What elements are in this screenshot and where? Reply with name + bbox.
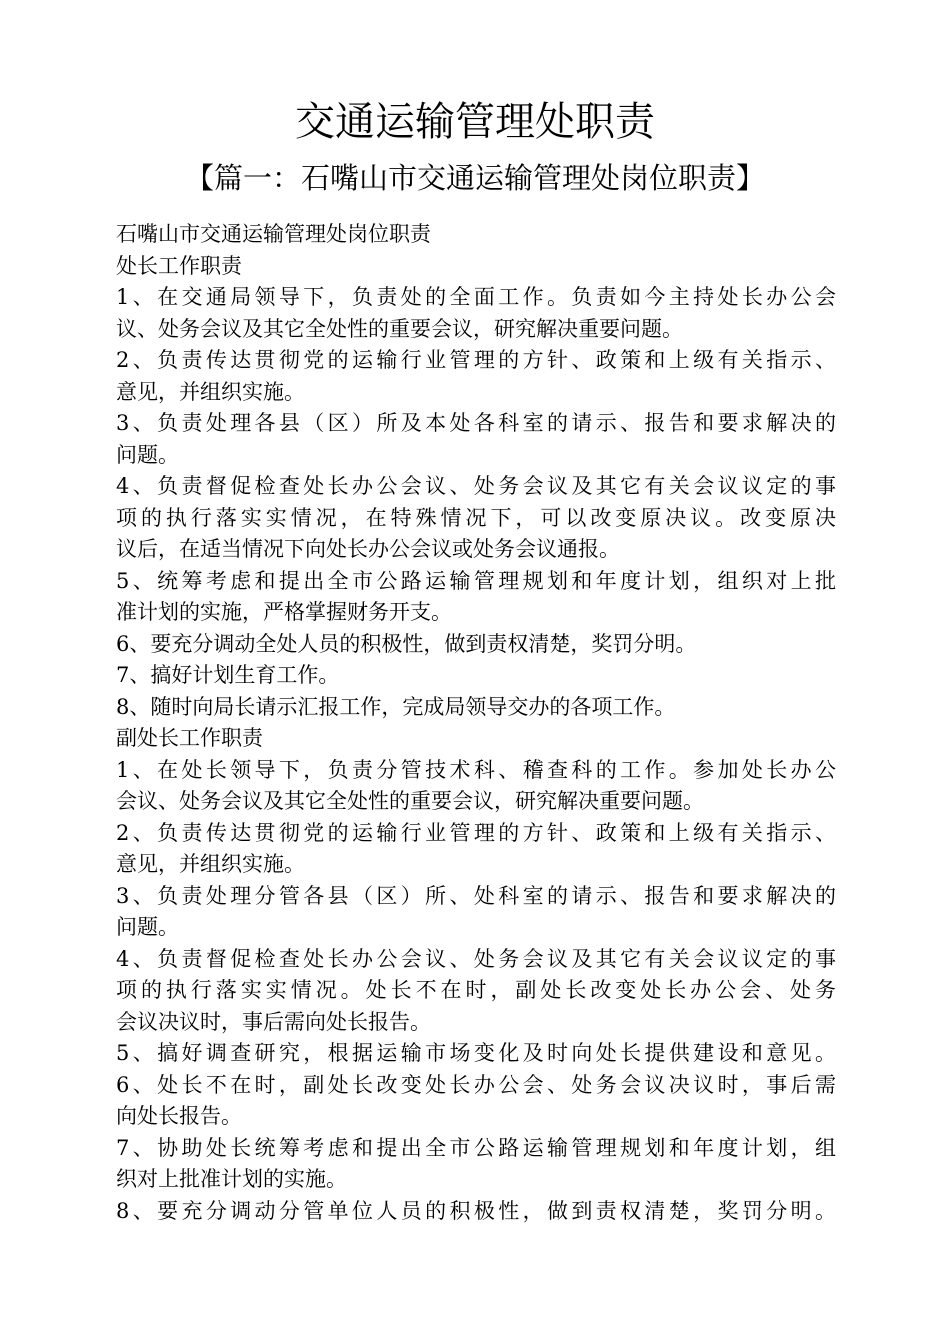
body-text-line: 5、搞好调查研究，根据运输市场变化及时向处长提供建设和意见。 — [116, 1041, 836, 1065]
body-text-line: 6、处长不在时，副处长改变处长办公会、处务会议决议时，事后需 — [116, 1072, 836, 1097]
body-text-line: 会议决议时，事后需向处长报告。 — [116, 1009, 431, 1034]
body-text-line: 8、要充分调动分管单位人员的积极性，做到责权清楚，奖罚分明。 — [116, 1198, 836, 1223]
body-text-line: 1、在交通局领导下，负责处的全面工作。负责如今主持处长办公会 — [116, 285, 836, 309]
body-text-line: 8、随时向局长请示汇报工作，完成局领导交办的各项工作。 — [116, 694, 676, 719]
body-text-line: 副处长工作职责 — [116, 726, 263, 750]
body-text-line: 3、负责处理分管各县（区）所、处科室的请示、报告和要求解决的 — [116, 883, 836, 908]
body-text-line: 6、要充分调动全处人员的积极性，做到责权清楚，奖罚分明。 — [116, 631, 697, 656]
body-text-line: 3、负责处理各县（区）所及本处各科室的请示、报告和要求解决的 — [116, 411, 836, 435]
body-text-line: 2、负责传达贯彻党的运输行业管理的方针、政策和上级有关指示、 — [116, 348, 836, 372]
body-text-line: 项的执行落实实情况，在特殊情况下，可以改变原决议。改变原决 — [116, 505, 836, 530]
body-text-line: 4、负责督促检查处长办公会议、处务会议及其它有关会议议定的事 — [116, 474, 836, 498]
body-text-line: 问题。 — [116, 915, 179, 939]
body-text-line: 7、协助处长统筹考虑和提出全市公路运输管理规划和年度计划，组 — [116, 1135, 836, 1160]
document-subtitle: 【篇一：石嘴山市交通运输管理处岗位职责】 — [184, 161, 765, 195]
body-text-line: 意见，并组织实施。 — [116, 852, 305, 876]
body-text-line: 会议、处务会议及其它全处性的重要会议，研究解决重要问题。 — [116, 789, 704, 813]
body-text-line: 石嘴山市交通运输管理处岗位职责 — [116, 222, 431, 246]
body-text-line: 向处长报告。 — [116, 1104, 242, 1128]
document-title: 交通运输管理处职责 — [295, 99, 655, 145]
body-text-line: 准计划的实施，严格掌握财务开支。 — [116, 600, 452, 624]
body-text-line: 织对上批准计划的实施。 — [116, 1167, 347, 1191]
body-text-line: 4、负责督促检查处长办公会议、处务会议及其它有关会议议定的事 — [116, 946, 836, 971]
body-text-line: 项的执行落实实情况。处长不在时，副处长改变处长办公会、处务 — [116, 978, 836, 1002]
body-text-line: 5、统筹考虑和提出全市公路运输管理规划和年度计划，组织对上批 — [116, 568, 836, 593]
body-text-line: 问题。 — [116, 442, 179, 467]
body-text-line: 议后，在适当情况下向处长办公会议或处务会议通报。 — [116, 537, 620, 561]
body-text-line: 1、在处长领导下，负责分管技术科、稽查科的工作。参加处长办公 — [116, 757, 836, 782]
body-text-line: 2、负责传达贯彻党的运输行业管理的方针、政策和上级有关指示、 — [116, 820, 836, 845]
body-text-line: 议、处务会议及其它全处性的重要会议，研究解决重要问题。 — [116, 316, 683, 341]
body-text-line: 处长工作职责 — [116, 253, 242, 278]
document-body — [116, 219, 836, 1227]
body-text-line: 7、搞好计划生育工作。 — [116, 663, 340, 687]
body-text-line: 意见，并组织实施。 — [116, 379, 305, 404]
